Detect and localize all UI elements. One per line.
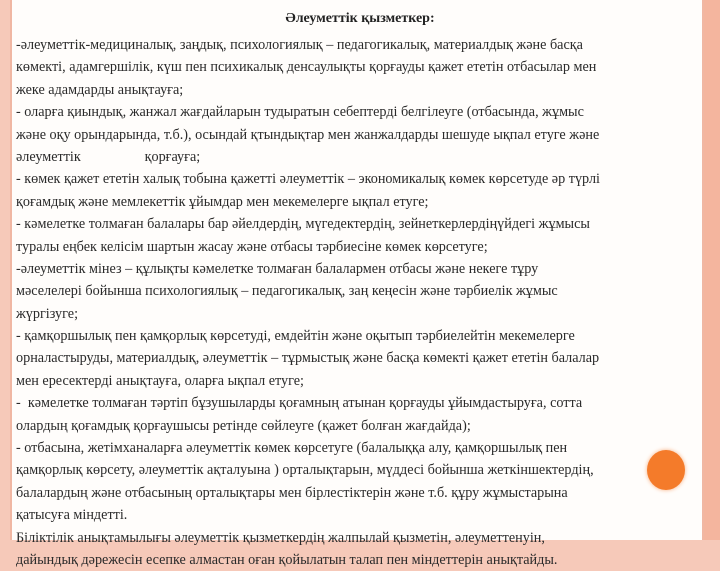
text-line: -әлеуметтік-медициналық, заңдық, психологиялық – педагогикалық, материалдық және басқа [16,37,583,53]
text-line: дайындық дәрежесін есепке алмастан оған қойылатын талап пен міндеттерін анықтайды. [16,551,558,568]
orange-circle-decoration [647,450,685,490]
slide-body [16,34,706,571]
text-line: орналастыруды, материалдық, әлеуметтік – тұрмыстық және басқа көмекті қажет ететін балалар [16,350,600,367]
text-line: - отбасына, жетімханаларға әлеуметтік көмек көрсетуге (балалыққа алу, қамқоршылық пен [16,440,568,457]
text-line: мен ересектерді анықтауға, оларға ықпал етуге; [16,372,304,389]
text-line: - көмек қажет ететін халық тобына қажетті әлеуметтік – экономикалық көмек көрсетуде әр түрлі [16,171,600,188]
text-line: жеке адамдарды анықтауға; [16,81,184,98]
text-line: - қамқоршылық пен қамқорлық көрсетуді, емдейтін және оқытып тәрбиелейтін мекемелерге [16,328,575,345]
text-line: және оқу орындарында, т.б.), осындай қтындықтар мен жанжалдарды шешуде ықпал етуге және [16,126,600,143]
text-line: жүргізуге; [16,305,79,322]
slide-title: Әлеуметтік қызметкер: [285,11,435,26]
text-line: - оларға қиындық, жанжал жағдайларын тудыратын себептерді белгілеуге (отбасында, жұмыс [16,104,584,121]
text-line: туралы еңбек келісім шартын жасау және отбасы тәрбиесіне көмек көрсетуге; [16,238,488,255]
text-line: Біліктілік анықтамылығы әлеуметтік қызметкердің жалпылай қызметін, әлеуметтенуін, [16,529,545,546]
text-line: балалардың және отбасының орталықтары мен бірлестіктерін және т.б. құру жұмыстарына [16,484,568,501]
text-line: - кәмелетке толмаған балалары бар әйелдердің, мүгедектердің, зейнеткерлердіңүйдегі жұмысы [16,216,590,233]
text-line: -әлеуметтік мінез – құлықты кәмелетке толмаған балалармен отбасы және некеге тұру [16,260,539,277]
text-line: қоғамдық және мемлекеттік ұйымдар мен мекемелерге ықпал етуге; [16,193,429,210]
text-line: әлеуметтік қорғауға; [16,148,201,165]
text-line: мәселелері бойынша психологиялық – педагогикалық, заң кеңесін және тәрбиелік жұмыс [16,283,558,300]
text-line: қатысуға міндетті. [16,507,128,524]
text-line: қамқорлық көрсету, әлеуметтік ақталуына ) орталықтарын, мүддесі бойынша жеткіншектердің, [16,462,594,479]
text-line: - кәмелетке толмаған тәртіп бұзушыларды қоғамның атынан қорғауды ұйымдастыруға, сотта [16,395,583,412]
text-line: олардың қоғамдық қорғаушысы ретінде сөйлеуге (қажет болған жағдайда); [16,417,471,434]
text-line: көмекті, адамгершілік, күш пен психикалық денсаулықты қорғауды қажет ететін отбасылар мен [16,59,597,76]
